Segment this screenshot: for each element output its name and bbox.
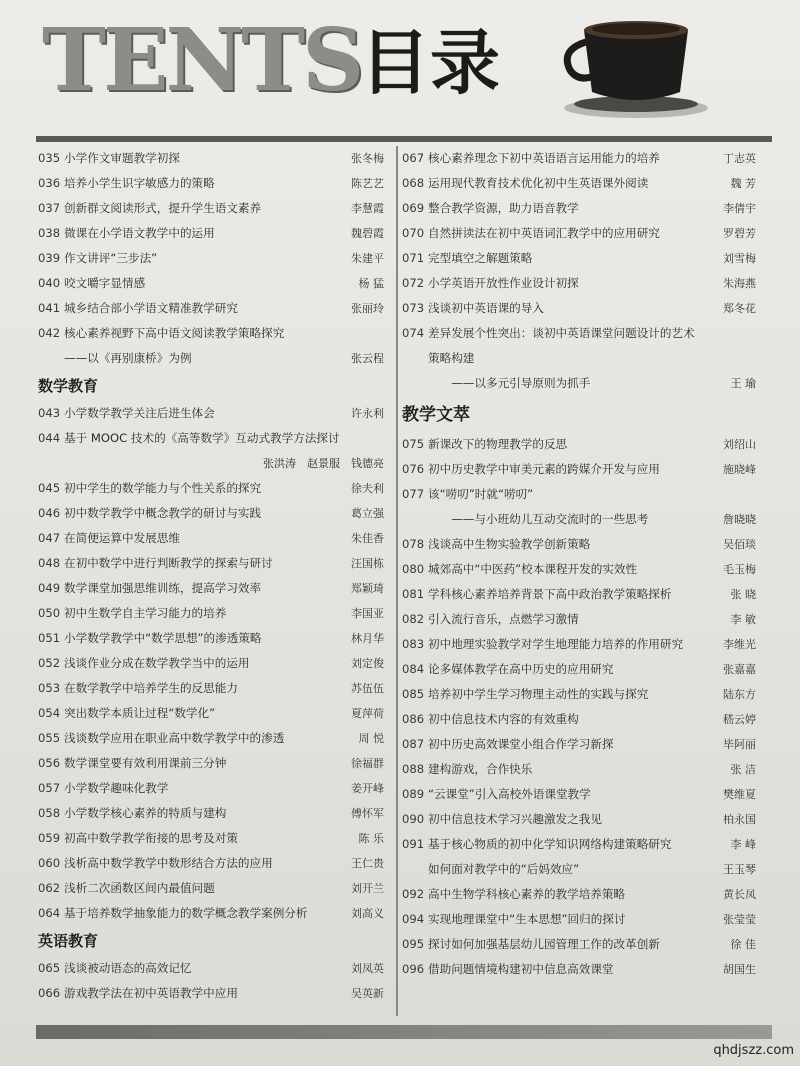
entry-page-number: 074 [402,326,425,340]
toc-entry[interactable] [38,981,390,1006]
entry-title: 数学课堂加强思维训练，提高学习效率 [64,581,262,595]
entry-page-number: 058 [38,806,61,820]
entry-title: 自然拼读法在初中英语词汇教学中的应用研究 [428,226,660,240]
section-heading: 数学教育 [38,377,99,395]
toc-entry[interactable] [38,776,390,801]
toc-entry[interactable] [402,321,762,346]
entry-page-number: 073 [402,301,425,315]
entry-title: 完型填空之解题策略 [428,251,533,265]
toc-entry[interactable] [402,557,762,582]
entry-author: 傅怀军 [351,807,384,820]
entry-title: 初中生数学自主学习能力的培养 [64,606,227,620]
entry-page-number: 053 [38,681,61,695]
entry-page-number: 051 [38,631,61,645]
toc-entry[interactable] [402,582,762,607]
entry-author: 张丽玲 [351,302,384,315]
entry-author: 李 敏 [730,613,756,626]
entry-author: 王仁贵 [351,857,384,870]
entry-title: 运用现代教育技术优化初中生英语课外阅读 [428,176,649,190]
toc-entry[interactable] [38,826,390,851]
toc-entry[interactable] [402,271,762,296]
entry-page-number: 088 [402,762,425,776]
toc-entry[interactable] [402,707,762,732]
toc-entry-continuation [402,346,762,371]
entry-page-number: 059 [38,831,61,845]
toc-entry[interactable] [402,957,762,982]
entry-title: 小学英语开放性作业设计初探 [428,276,579,290]
entry-title: 基于培养数学抽象能力的数学概念教学案例分析 [64,906,308,920]
toc-entry[interactable] [402,146,762,171]
entry-title: 突出数学本质让过程“数学化” [64,706,216,720]
entry-author: 王 瑜 [730,377,756,390]
entry-page-number: 094 [402,912,425,926]
entry-author: 李倩宇 [723,202,756,215]
toc-entry[interactable] [402,457,762,482]
entry-title: 小学数学教学关注后进生体会 [64,406,215,420]
entry-title: “云课堂”引入高校外语课堂教学 [428,787,591,801]
entry-title: 初中数学教学中概念教学的研讨与实践 [64,506,262,520]
entry-title: 城郊高中“中医药”校本课程开发的实效性 [428,562,638,576]
entry-subtitle: 策略构建 [428,351,475,365]
toc-entry[interactable] [402,882,762,907]
entry-author: 嵇云婷 [723,713,756,726]
entry-title: 在简便运算中发展思维 [64,531,180,545]
entry-title: 初中历史高效课堂小组合作学习新探 [428,737,614,751]
entry-title: 浅谈初中英语课的导入 [428,301,544,315]
entry-author: 刘定俊 [351,657,384,670]
entry-title: 初中信息技术学习兴趣激发之我见 [428,812,602,826]
entry-page-number: 055 [38,731,61,745]
toc-right-column [402,146,762,982]
entry-author: 郑颖琦 [351,582,384,595]
toc-entry[interactable] [38,851,390,876]
entry-author: 李慧霞 [351,202,384,215]
toc-entry[interactable] [38,956,390,981]
entry-page-number: 041 [38,301,61,315]
entry-page-number: 040 [38,276,61,290]
contents-wordmark: TENTS [42,10,362,111]
entry-author: 张 晓 [730,588,756,601]
entry-title: 整合教学资源，助力语音教学 [428,201,579,215]
entry-title: 作文讲评“三步法” [64,251,158,265]
entry-page-number: 042 [38,326,61,340]
entry-author: 黄长凤 [723,888,756,901]
entry-page-number: 076 [402,462,425,476]
toc-entry[interactable] [402,482,762,507]
entry-author: 夏萍荷 [351,707,384,720]
entry-author: 魏 芳 [730,177,756,190]
entry-page-number: 044 [38,431,61,445]
entry-title: 高中生物学科核心素养的教学培养策略 [428,887,626,901]
toc-entry[interactable] [402,196,762,221]
entry-page-number: 056 [38,756,61,770]
toc-entry[interactable] [402,532,762,557]
toc-entry[interactable] [402,807,762,832]
entry-title: 引入流行音乐，点燃学习激情 [428,612,579,626]
entry-page-number: 050 [38,606,61,620]
entry-page-number: 071 [402,251,425,265]
entry-title: 核心素养理念下初中英语语言运用能力的培养 [428,151,660,165]
entry-page-number: 091 [402,837,425,851]
entry-author: 李 峰 [730,838,756,851]
entry-page-number: 048 [38,556,61,570]
toc-entry[interactable] [38,321,390,346]
entry-page-number: 078 [402,537,425,551]
entry-author: 张云程 [351,352,384,365]
entry-page-number: 064 [38,906,61,920]
entry-title: 基于 MOOC 技术的《高等数学》互动式教学方法探讨 [64,431,340,445]
entry-author: 徐夫利 [351,482,384,495]
toc-entry[interactable] [402,907,762,932]
toc-entry[interactable] [38,196,390,221]
entry-title: 差异发展个性突出：谈初中英语课堂问题设计的艺术 [428,326,695,340]
toc-entry[interactable] [38,551,390,576]
page-title: 目录 [360,22,500,104]
entry-page-number: 077 [402,487,425,501]
toc-entry[interactable] [38,171,390,196]
entry-page-number: 069 [402,201,425,215]
toc-entry[interactable] [402,757,762,782]
entry-author: 刘高义 [351,907,384,920]
entry-author: 吴英新 [351,987,384,1000]
entry-author: 徐福群 [351,757,384,770]
toc-entry[interactable] [402,832,762,857]
entry-title: 浅析二次函数区间内最值问题 [64,881,215,895]
toc-left-column [38,146,390,1006]
entry-title: 在数学教学中培养学生的反思能力 [64,681,238,695]
section-heading: 英语教育 [38,932,99,950]
entry-page-number: 035 [38,151,61,165]
entry-page-number: 095 [402,937,425,951]
entry-author: 魏碧霞 [351,227,384,240]
entry-author: 刘绍山 [723,438,756,451]
entry-page-number: 075 [402,437,425,451]
entry-page-number: 060 [38,856,61,870]
entry-author: 李国亚 [351,607,384,620]
toc-entry[interactable] [402,171,762,196]
entry-title: 浅谈高中生物实验教学创新策略 [428,537,591,551]
site-watermark: qhdjszz.com [713,1043,794,1058]
entry-author: 施晓峰 [723,463,756,476]
toc-entry[interactable] [38,701,390,726]
entry-page-number: 081 [402,587,425,601]
entry-title: 城乡结合部小学语文精准教学研究 [64,301,238,315]
entry-author: 毛玉梅 [723,563,756,576]
entry-author: 吴佰琰 [723,538,756,551]
entry-author: 徐 佳 [730,938,756,951]
entry-page-number: 067 [402,151,425,165]
entry-title: 新课改下的物理教学的反思 [428,437,568,451]
entry-page-number: 085 [402,687,425,701]
toc-entry[interactable] [402,221,762,246]
entry-author: 刘凤英 [351,962,384,975]
entry-page-number: 082 [402,612,425,626]
entry-title: 借助问题情境构建初中信息高效课堂 [428,962,614,976]
entry-page-number: 080 [402,562,425,576]
entry-author: 许永利 [351,407,384,420]
toc-entry[interactable] [38,146,390,171]
toc-entry[interactable] [38,576,390,601]
toc-entry-continuation [402,507,762,532]
entry-title: 浅谈被动语态的高效记忆 [64,961,192,975]
entry-title: 游戏教学法在初中英语教学中应用 [64,986,238,1000]
entry-page-number: 037 [38,201,61,215]
entry-title: 建构游戏，合作快乐 [428,762,533,776]
page-header [0,0,800,140]
entry-author: 李维光 [723,638,756,651]
entry-author: 朱佳香 [351,532,384,545]
toc-entry[interactable] [402,732,762,757]
entry-page-number: 066 [38,986,61,1000]
entry-title: 初高中数学教学衔接的思考及对策 [64,831,238,845]
toc-entry[interactable] [38,526,390,551]
entry-page-number: 086 [402,712,425,726]
entry-title: 基于核心物质的初中化学知识网络构建策略研究 [428,837,672,851]
entry-page-number: 087 [402,737,425,751]
entry-page-number: 092 [402,887,425,901]
entry-author: 杨 猛 [358,277,384,290]
entry-page-number: 084 [402,662,425,676]
toc-entry[interactable] [38,601,390,626]
toc-entry[interactable] [38,751,390,776]
entry-page-number: 083 [402,637,425,651]
entry-subtitle: ——以多元引导原则为抓手 [428,376,591,390]
toc-entry[interactable] [402,932,762,957]
header-rule [36,136,772,142]
entry-page-number: 057 [38,781,61,795]
entry-page-number: 047 [38,531,61,545]
entry-title: 小学作文审题教学初探 [64,151,180,165]
entry-subtitle: ——以《再别康桥》为例 [64,351,192,365]
entry-author: 柏永国 [723,813,756,826]
toc-entry[interactable] [402,246,762,271]
entry-title: 初中历史教学中审美元素的跨媒介开发与应用 [428,462,660,476]
entry-title: 微课在小学语文教学中的运用 [64,226,215,240]
entry-author: 张嘉嘉 [723,663,756,676]
entry-title: 浅析高中数学教学中数形结合方法的应用 [64,856,273,870]
toc-entry[interactable] [402,632,762,657]
toc-entry[interactable] [38,501,390,526]
entry-title: 探讨如何加强基层幼儿园管理工作的改革创新 [428,937,660,951]
toc-entry[interactable] [402,657,762,682]
entry-author: 张 洁 [730,763,756,776]
toc-entry[interactable] [38,271,390,296]
entry-title: 在初中数学中进行判断教学的探索与研讨 [64,556,273,570]
toc-entry[interactable] [38,246,390,271]
entry-author: 刘雪梅 [723,252,756,265]
entry-author: 毕阿丽 [723,738,756,751]
entry-title: 咬文嚼字显情感 [64,276,146,290]
entry-author: 陈 乐 [358,832,384,845]
entry-title: 核心素养视野下高中语文阅读教学策略探究 [64,326,285,340]
entry-author: 陈艺艺 [351,177,384,190]
entry-page-number: 045 [38,481,61,495]
toc-entry[interactable] [402,782,762,807]
toc-entry[interactable] [402,682,762,707]
toc-entry[interactable] [402,296,762,321]
toc-entry[interactable] [402,432,762,457]
toc-entry[interactable] [38,801,390,826]
entry-author: 陆东方 [723,688,756,701]
entry-page-number: 046 [38,506,61,520]
entry-page-number: 072 [402,276,425,290]
entry-author: 丁志英 [723,152,756,165]
toc-entry[interactable] [38,626,390,651]
entry-author: 张莹莹 [723,913,756,926]
entry-author: 周 悦 [358,732,384,745]
entry-author: 朱海燕 [723,277,756,290]
entry-page-number: 096 [402,962,425,976]
toc-entry-continuation [402,857,762,882]
entry-author: 郑冬花 [723,302,756,315]
entry-author: 张冬梅 [351,152,384,165]
entry-page-number: 049 [38,581,61,595]
entry-author: 朱建平 [351,252,384,265]
toc-entry-continuation [38,346,390,371]
entry-title: 培养初中学生学习物理主动性的实践与探究 [428,687,649,701]
coffee-cup-icon [556,0,716,120]
entry-title: 小学数学教学中“数学思想”的渗透策略 [64,631,262,645]
entry-title: 培养小学生识字敏感力的策略 [64,176,215,190]
entry-title: 学科核心素养培养背景下高中政治教学策略探析 [428,587,672,601]
entry-title: 初中信息技术内容的有效重构 [428,712,579,726]
entry-title: 初中学生的数学能力与个性关系的探究 [64,481,262,495]
toc-entry[interactable] [38,426,390,451]
entry-title: 浅谈数学应用在职业高中数学教学中的渗透 [64,731,285,745]
entry-title: 小学数学趣味化教学 [64,781,169,795]
toc-entry[interactable] [38,476,390,501]
entry-author: 詹晓晓 [723,513,756,526]
toc-entry-continuation [402,371,762,396]
entry-subtitle: 如何面对教学中的“后妈效应” [428,862,580,876]
entry-title: 数学课堂要有效利用课前三分钟 [64,756,227,770]
toc-entry[interactable] [38,876,390,901]
toc-entry[interactable] [38,676,390,701]
entry-page-number: 062 [38,881,61,895]
entry-title: 实现地理课堂中“生本思想”回归的探讨 [428,912,626,926]
entry-author: 罗碧芳 [723,227,756,240]
entry-author: 王玉琴 [723,863,756,876]
entry-author: 刘开兰 [351,882,384,895]
toc-entry[interactable] [38,901,390,926]
entry-page-number: 089 [402,787,425,801]
entry-title: 初中地理实验教学对学生地理能力培养的作用研究 [428,637,684,651]
entry-page-number: 065 [38,961,61,975]
toc-entry[interactable] [38,296,390,321]
entry-page-number: 070 [402,226,425,240]
toc-entry[interactable] [38,726,390,751]
toc-entry[interactable] [402,607,762,632]
entry-author: 葛立强 [351,507,384,520]
entry-title: 创新群文阅读形式，提升学生语文素养 [64,201,262,215]
entry-author: 苏伍伍 [351,682,384,695]
toc-entry[interactable] [38,221,390,246]
toc-entry[interactable] [38,651,390,676]
entry-author: 张洪涛 赵景服 钱德亮 [263,457,384,470]
toc-entry-continuation [38,451,390,476]
entry-author: 胡国生 [723,963,756,976]
entry-page-number: 090 [402,812,425,826]
entry-title: 该“唠叨”时就“唠叨” [428,487,534,501]
footer-bar [36,1025,772,1039]
entry-author: 林月华 [351,632,384,645]
entry-page-number: 052 [38,656,61,670]
section-heading: 教学文萃 [402,405,470,425]
entry-page-number: 039 [38,251,61,265]
entry-title: 浅谈作业分成在数学教学当中的运用 [64,656,250,670]
entry-title: 小学数学核心素养的特质与建构 [64,806,227,820]
entry-page-number: 043 [38,406,61,420]
entry-subtitle: ——与小班幼儿互动交流时的一些思考 [428,512,649,526]
entry-title: 论多媒体教学在高中历史的应用研究 [428,662,614,676]
entry-author: 樊维夏 [723,788,756,801]
entry-page-number: 054 [38,706,61,720]
entry-page-number: 068 [402,176,425,190]
entry-page-number: 036 [38,176,61,190]
entry-author: 汪国栋 [351,557,384,570]
entry-author: 姜开峰 [351,782,384,795]
column-divider [396,146,398,1016]
entry-page-number: 038 [38,226,61,240]
toc-entry[interactable] [38,401,390,426]
